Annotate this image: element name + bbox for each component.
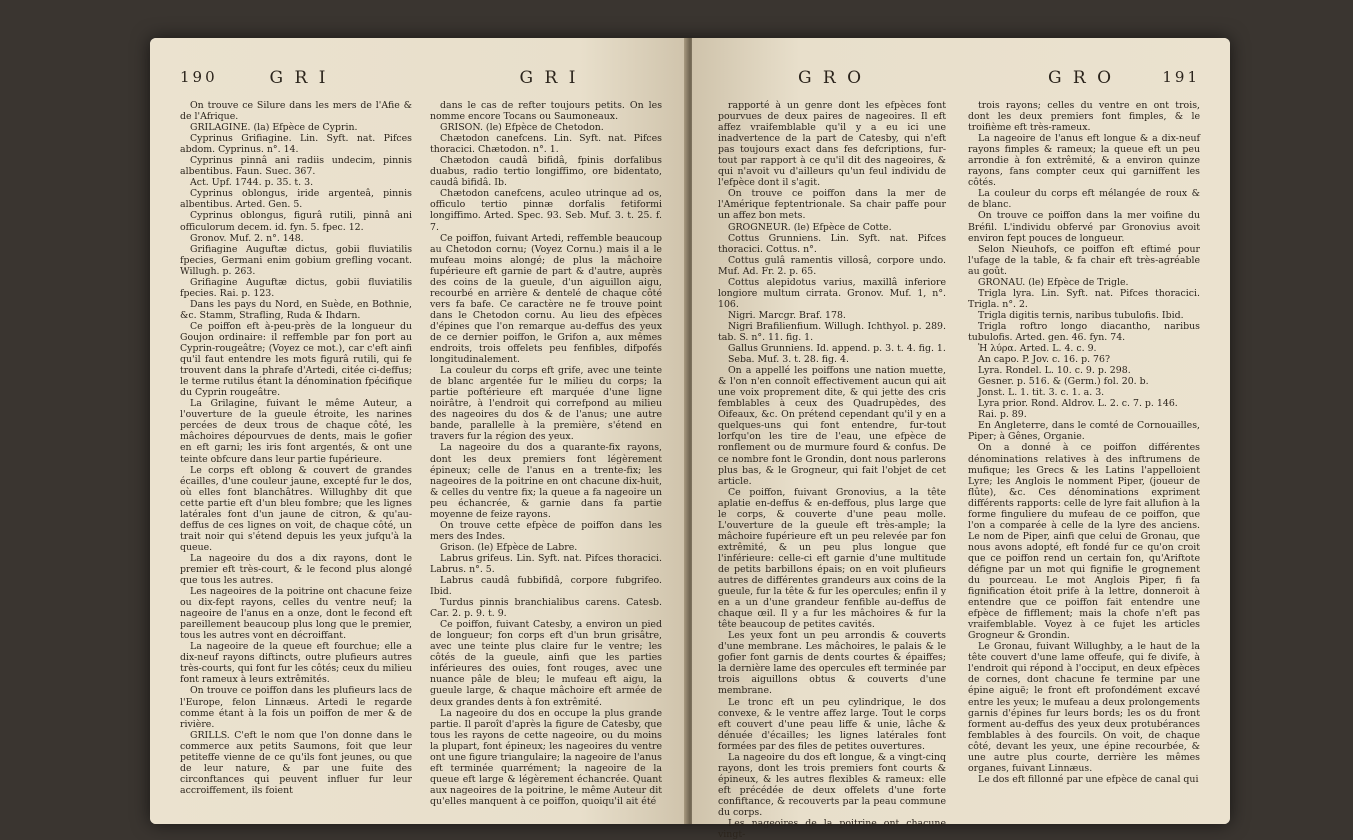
- right-page-column-2: [968, 100, 1200, 820]
- text-paragraph: Cyprinus pinnâ ani radiis undecim, pinnis albentibus. Faun. Suec. 367.: [180, 155, 412, 178]
- text-paragraph: Trigla lyra. Lin. Syft. nat. Pifces thoracici. Trigla. n°. 2.: [968, 287, 1200, 310]
- text-paragraph: Ce poiffon, fuivant Catesby, a environ un pied de longueur; fon corps eft d'un brun grisâtre, avec une teinte plus claire fur le ventre; les côtés de la gueule, ainfi que les parties inférieures des ouies, font rouges, avec une nuance pâle de bleu; le mufeau eft aigu, la gueule large, & chaque mâchoire eft armée de deux grandes dents à fon extrêmité.: [430, 619, 662, 708]
- text-paragraph: Le dos eft fillonné par une efpèce de canal qui: [978, 773, 1199, 785]
- text-paragraph: Ce poiffon, fuivant Artedi, reffemble beaucoup au Chetodon cornu; (Voyez Cornu.) mais il a le mufeau moins alongé; de plus la mâchoire fupérieure eft garnie de part & d'autre, auprès des coins de la gueule, d'un aiguillon aigu, recourbé en arrière & dentelé de chaque côté vers fa bafe. Ce caractère ne fe trouve point dans le Chetodon cornu. Au lieu des efpèces d'épines que l'on remarque au-deffus des yeux de ce dernier poiffon, le Grifon a, aux mêmes endroits, trois offelets peu fenfibles, difpofés longitudinalement.: [430, 232, 662, 366]
- text-paragraph: Les yeux font un peu arrondis & couverts d'une membrane. Les mâchoires, le palais & le gofier font garnis de dents courtes & épaiffes; la dernière lame des opercules eft terminée par trois aiguillons obtus & couverts d'une membrane.: [718, 630, 946, 697]
- book-spread: [150, 38, 1230, 840]
- text-paragraph: Jonst. L. 1. tit. 3. c. 1. a. 3.: [978, 387, 1105, 399]
- text-paragraph: Trigla roftro longo diacantho, naribus tubulofis. Arted. gen. 46. fyn. 74.: [968, 320, 1200, 343]
- text-paragraph: dans le cas de refter toujours petits. On les nomme encore Tocans ou Saumoneaux.: [430, 100, 662, 123]
- text-paragraph: Le Gronau, fuivant Willughby, a le haut de la tête couvert d'une lame offeufe, qui fe divife, à l'endroit qui répond à l'occiput, en deux efpèces de cornes, dont chacune fe termine par une épine aiguë; le front eft profondément excavé entre les yeux; le mufeau a deux prolongements garnis d'épines fur leurs bords; les os du front forment au-deffus des yeux deux protubérances femblables à des fourcils. On voit, de chaque côté, devant les yeux, une épine recourbée, & une autre plus courte, derrière les mêmes organes, fuivant Linnæus.: [968, 641, 1200, 774]
- right-page-number: 191: [1162, 68, 1200, 86]
- text-paragraph: Cyprinus oblongus, figurâ rutili, pinnâ ani officulorum decem. id. fyn. 5. fpec. 12.: [180, 210, 412, 233]
- text-paragraph: On trouve ce poiffon dans les plufieurs lacs de l'Europe, felon Linnæus. Artedi le regarde comme étant à la fois un poiffon de mer & de rivière.: [180, 685, 412, 730]
- text-paragraph: La couleur du corps eft grife, avec une teinte de blanc argentée fur le milieu du corps; la partie poftérieure eft marquée d'une ligne noirâtre, à l'endroit qui correfpond au milieu des nageoires du dos & de l'anus; une autre bande, parallelle à la première, s'étend en travers fur la région des yeux.: [430, 365, 662, 443]
- text-paragraph: En Angleterre, dans le comté de Cornouailles, Piper; à Gênes, Organie.: [968, 420, 1200, 443]
- left-page-column-2: [430, 100, 662, 820]
- text-paragraph: Le corps eft oblong & couvert de grandes écailles, d'une couleur jaune, excepté fur le dos, où elles font blanchâtres. Willughby dit que cette partie eft d'un bleu fombre; que les lignes latérales font d'un jaune de citron, & qu'au-deffus de ces lignes on voit, de chaque côté, un trait noir qui s'étend depuis les yeux jufqu'à la queue.: [180, 464, 412, 553]
- left-running-head-b: G R I: [519, 68, 579, 88]
- text-paragraph: On trouve cette efpèce de poiffon dans les mers des Indes.: [430, 519, 662, 542]
- text-paragraph: Le tronc eft un peu cylindrique, le dos convexe, & le ventre affez large. Tout le corps eft couvert d'une peau liffe & unie, lâche & dénuée d'écailles; les lignes latérales font formées par des files de petites ouvertures.: [718, 696, 946, 752]
- text-paragraph: Trigla digitis ternis, naribus tubulofis. Ibid.: [978, 309, 1184, 321]
- text-paragraph: Grifiagine Auguftæ dictus, gobii fluviatilis fpecies, Germani enim gobium grefling vocant. Willugh. p. 263.: [180, 243, 412, 277]
- right-page: [692, 38, 1230, 840]
- text-paragraph: Lyra. Rondel. L. 10. c. 9. p. 298.: [978, 365, 1131, 377]
- text-paragraph: Turdus pinnis branchialibus carens. Catesb. Car. 2. p. 9. t. 9.: [430, 597, 662, 620]
- text-paragraph: On trouve ce poiffon dans la mer voifine du Bréfil. L'individu obfervé par Gronovius avoit environ fept pouces de longueur.: [968, 210, 1200, 244]
- text-paragraph: Dans les pays du Nord, en Suède, en Bothnie, &c. Stamm, Strafling, Ruda & Ihdarn.: [180, 298, 412, 321]
- text-paragraph: Seba. Muf. 3. t. 28. fig. 4.: [728, 354, 849, 366]
- right-page-column-1: [718, 100, 946, 840]
- text-paragraph: Chætodon caudâ bifidâ, fpinis dorfalibus duabus, radio tertio longiffimo, ore bidentato, caudâ bifidâ. Ib.: [430, 155, 662, 189]
- text-paragraph: An capo. P. Jov. c. 16. p. 76?: [978, 354, 1110, 366]
- left-running-head-a: G R I: [269, 68, 329, 88]
- text-paragraph: Les nageoires de la poitrine ont chacune vingt-: [718, 818, 946, 840]
- left-page-header: [180, 68, 658, 92]
- right-page-header: [722, 68, 1200, 92]
- text-paragraph: Chætodon canefcens. Lin. Syft. nat. Pifces thoracici. Chætodon. n°. 1.: [430, 133, 662, 156]
- text-paragraph: Act. Upf. 1744. p. 35. t. 3.: [190, 177, 314, 189]
- text-paragraph: Grifiagine Auguftæ dictus, gobii fluviatilis fpecies. Rai. p. 123.: [180, 276, 412, 299]
- text-paragraph: GRONAU. (le) Efpèce de Trigle.: [978, 276, 1129, 288]
- text-paragraph: On trouve ce Silure dans les mers de l'Afie & de l'Afrique.: [180, 100, 412, 123]
- text-paragraph: La nageoire du dos eft longue, & a vingt-cinq rayons, dont les trois premiers font courts & épineux, & les autres flexibles & rameux: elle eft précédée de deux offelets d'une forte confiftance, & recouverts par la peau commune du corps.: [718, 751, 946, 818]
- text-paragraph: Cottus alepidotus varius, maxillâ inferiore longiore multum cirrata. Gronov. Muf. 1, n°. 106.: [718, 276, 946, 310]
- text-paragraph: On a donné à ce poiffon différentes dénominations relatives à des inftrumens de mufique; les Grecs & les Latins l'appelloient Lyre; les Anglois le nomment Piper, (joueur de flûte), &c. Ces dénominations expriment différents rapports: celle de lyre fait allufion à la forme finguliere du mufeau de ce poiffon, que l'on a comparée à celle de la lyre des anciens. Le nom de Piper, ainfi que celui de Gronau, que nous avons adopté, eft fondé fur ce qu'on croit que ce poiffon rend un certain fon, qu'Ariftote défigne par un mot qui fignifie le grognement du pourceau. Le mot Anglois Piper, fi fa fignification étoit prife à la lettre, donneroit à entendre que ce poiffon fait entendre une efpèce de fifflement; mais la chofe n'eft pas vraifemblable. Voyez à ce fujet les articles Grogneur & Grondin.: [968, 442, 1200, 642]
- text-paragraph: La couleur du corps eft mélangée de roux & de blanc.: [968, 188, 1200, 211]
- text-paragraph: On a appellé les poiffons une nation muette, & l'on n'en connoît effectivement aucun qui ait une voix proprement dite, & qui jette des cris femblables à ceux des Quadrupèdes, des Oifeaux, &c. On prétend cependant qu'il y en a quelques-uns qui font entendre, fur-tout lorfqu'on les tire de l'eau, une efpèce de ronflement ou de murmure fourd & confus. De ce nombre font le Grondin, dont nous parlerons plus bas, & le Grogneur, qui fait l'objet de cet article.: [718, 365, 946, 487]
- text-paragraph: Les nageoires de la poitrine ont chacune feize ou dix-fept rayons, celles du ventre neuf; la nageoire de l'anus en a onze, dont le fecond eft pareillement beaucoup plus long que le premier, tous les autres vont en décroiffant.: [180, 586, 412, 642]
- text-paragraph: Nigri. Marcgr. Braf. 178.: [728, 309, 846, 321]
- text-paragraph: GRILLS. C'eft le nom que l'on donne dans le commerce aux petits Saumons, foit que leur petiteffe vienne de ce qu'ils font jeunes, ou que de leur nature, & par une fuite des circonftances qui peuvent influer fur leur accroiffement, ils foient: [180, 729, 412, 796]
- text-paragraph: GROGNEUR. (le) Efpèce de Cotte.: [728, 221, 892, 233]
- left-page-column-1: [180, 100, 412, 820]
- left-page-number: 190: [180, 68, 218, 86]
- text-paragraph: Cottus Grunniens. Lin. Syft. nat. Pifces thoracici. Cottus. n°.: [718, 232, 946, 255]
- text-paragraph: Lyra prior. Rond. Aldrov. L. 2. c. 7. p. 146.: [978, 398, 1178, 410]
- text-paragraph: Rai. p. 89.: [978, 409, 1027, 421]
- right-running-head-b: G R O: [1047, 68, 1115, 88]
- text-paragraph: Ce poiffon eft à-peu-près de la longueur du Goujon ordinaire: il reffemble par fon port au Cyprin-rougeâtre; (Voyez ce mot.), car c'eft ainfi qu'il faut entendre les mots figurâ rutili, qui fe trouvent dans la phrafe d'Artedi, citée ci-deffus; le terme rutilus étant la dénomination fpécifique du Cyprin rougeâtre.: [180, 320, 412, 399]
- text-paragraph: La nageoire de l'anus eft longue & a dix-neuf rayons fimples & rameux; la queue eft un peu arrondie à fon extrêmité, & a environ quinze rayons, fans compter ceux qui garniffent les côtés.: [968, 133, 1200, 189]
- text-paragraph: GRILAGINE. (la) Efpèce de Cyprin.: [190, 122, 358, 134]
- text-paragraph: Gronov. Muf. 2. n°. 148.: [190, 232, 304, 244]
- text-paragraph: Labrus caudâ fubbifidâ, corpore fubgrifeo. Ibid.: [430, 575, 662, 598]
- text-paragraph: Labrus grifeus. Lin. Syft. nat. Pifces thoracici. Labrus. n°. 5.: [430, 552, 662, 575]
- text-paragraph: GRISON. (le) Efpèce de Chetodon.: [440, 122, 604, 134]
- text-paragraph: La nageoire du dos a dix rayons, dont le premier eft très-court, & le fecond plus alongé que tous les autres.: [180, 552, 412, 587]
- text-paragraph: Ce poiffon, fuivant Gronovius, a la tête aplatie en-deffus & en-deffous, plus large que le corps, & couverte d'une peau molle. L'ouverture de la gueule eft très-ample; la mâchoire fupérieure eft un peu relevée par fon extrêmité, & un peu plus longue que l'inférieure: celle-ci eft garnie d'une multitude de petits barbillons épais; on en voit plufieurs autres de différentes grandeurs aux coins de la gueule, fur la tête & fur les opercules; enfin il y en a un d'une grandeur fenfible au-deffus de chaque œil. Il y a fur les mâchoires & fur la tête beaucoup de petites cavités.: [718, 486, 946, 631]
- text-paragraph: Gesner. p. 516. & (Germ.) fol. 20. b.: [978, 376, 1149, 388]
- text-paragraph: La nageoire de la queue eft fourchue; elle a dix-neuf rayons diftincts, outre plufieurs autres très-courts, qui font fur les côtés; ceux du milieu font rameux à leurs extrêmités.: [180, 641, 412, 686]
- text-paragraph: Ἡ λύρα. Arted. L. 4. c. 9.: [978, 343, 1097, 355]
- text-paragraph: La Grilagine, fuivant le même Auteur, a l'ouverture de la gueule étroite, les narines percées de deux trous de chaque côté, les mâchoires dépourvues de dents, mais le gofier en eft garni; les iris font argentés, & ont une teinte obfcure dans leur partie fupérieure.: [180, 398, 412, 465]
- text-paragraph: Gallus Grunniens. Id. append. p. 3. t. 4. fig. 1.: [728, 343, 946, 355]
- text-paragraph: Nigri Brafilienfium. Willugh. Ichthyol. p. 289. tab. S. n°. 11. fig. 1.: [718, 320, 946, 343]
- text-paragraph: trois rayons; celles du ventre en ont trois, dont les deux premiers font fimples, & le troifième eft très-rameux.: [968, 100, 1200, 134]
- text-paragraph: La nageoire du dos en occupe la plus grande partie. Il paroît d'après la figure de Catesby, que tous les rayons de cette nageoire, ou du moins la plupart, font épineux; les nageoires du ventre ont une figure triangulaire; la nageoire de l'anus eft terminée quarrément; la nageoire de la queue eft large & légèrement échancrée. Quant aux nageoires de la poitrine, le même Auteur dit qu'elles manquent à ce poiffon, quoiqu'il ait été: [430, 707, 662, 807]
- text-paragraph: La nageoire du dos a quarante-fix rayons, dont les deux premiers font légèrement épineux; celle de l'anus en a trente-fix; les nageoires de la poitrine en ont chacune dix-huit, & celles du ventre fix; la queue a fa nageoire un peu échancrée, & garnie dans fa partie moyenne de feize rayons.: [430, 442, 662, 520]
- text-paragraph: Cyprinus oblongus, iride argenteâ, pinnis albentibus. Arted. Gen. 5.: [180, 188, 412, 211]
- left-page: [150, 38, 688, 824]
- text-paragraph: rapporté à un genre dont les efpèces font pourvues de deux paires de nageoires. Il eft affez vraifemblable qu'il y a eu ici une inadvertence de la part de Catesby, qui n'eft pas toujours exact dans fes defcriptions, fur-tout par rapport à ce qu'il dit des nageoires, & qui n'avoit vu d'ailleurs qu'un feul individu de l'efpèce dont il s'agit.: [718, 100, 946, 189]
- text-paragraph: Cyprinus Grifiagine. Lin. Syft. nat. Pifces abdom. Cyprinus. n°. 14.: [180, 133, 412, 156]
- text-paragraph: Cottus gulâ ramentis villosâ, corpore undo. Muf. Ad. Fr. 2. p. 65.: [718, 254, 946, 277]
- text-paragraph: On trouve ce poiffon dans la mer de l'Amérique feptentrionale. Sa chair paffe pour un affez bon mets.: [718, 188, 946, 222]
- text-paragraph: Grison. (le) Efpèce de Labre.: [440, 541, 578, 553]
- text-paragraph: Selon Nieuhofs, ce poiffon eft eftimé pour l'ufage de la table, & fa chair eft très-agréable au goût.: [968, 243, 1200, 277]
- text-paragraph: Chætodon canefcens, aculeo utrinque ad os, officulo tertio pinnæ dorfalis fetiformi longiffimo. Arted. Spec. 93. Seb. Muf. 3. t. 25. f. 7.: [430, 188, 662, 233]
- right-running-head-a: G R O: [797, 68, 865, 88]
